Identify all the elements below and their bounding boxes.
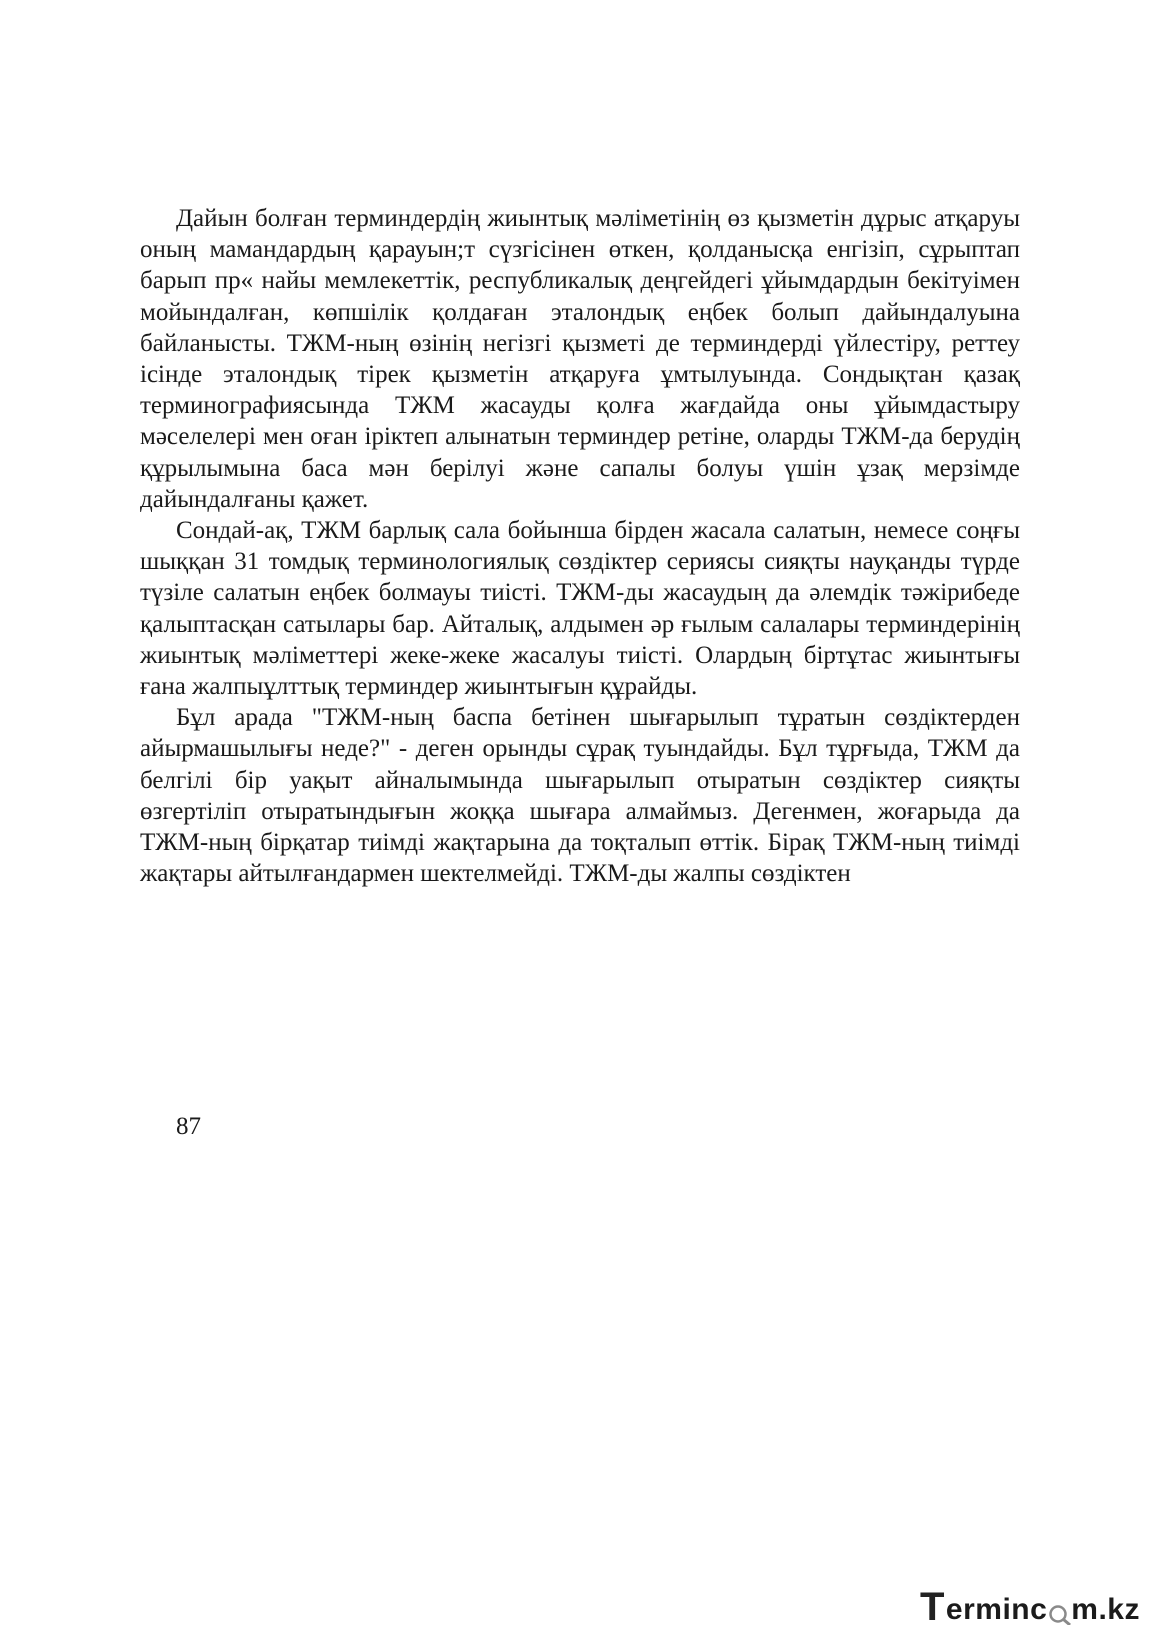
paragraph-1: Дайын болған терминдердің жиынтық мәліметінің өз қызметін дұрыс атқаруы оның мамандардың қарауын;т сүзгісінен өткен, қолданысқа енгізіп, сұрыптап барып пр« найы мемлекеттік, республикалық деңгейдегі ұйымдардын бекітуімен мойындалған, көпшілік қолдаған эталондық еңбек болып дайындалуына байланысты. ТЖМ-ның өзінің негізгі қызметі де терминдерді үйлестіру, реттеу ісінде эталондық тірек қызметін атқаруға ұмтылуында. Сондықтан қазақ терминографиясында ТЖМ жасауды қолға жағдайда оны ұйымдастыру мәселелері мен оған іріктеп алынатын терминдер ретіне, оларды ТЖМ-да берудің құрылымына баса мән берілуі және сапалы болуы үшін ұзақ мерзімде дайындалғаны қажет. [140,205,1020,513]
page-body [140,203,1020,889]
watermark-text-part-1: erminc [945,1593,1048,1626]
watermark-letter-t: T [919,1585,945,1629]
paragraph-2: Сондай-ақ, ТЖМ барлық сала бойынша бірден жасала салатын, немесе соңғы шыққан 31 томдық терминологиялық сөздіктер сериясы сияқты науқанды түрде түзіле салатын еңбек болмауы тиісті. ТЖМ-ды жасаудың да әлемдік тәжірибеде қалыптасқан сатылары бар. Айталық, алдымен әр ғылым салалары терминдерінің жиынтық мәліметтері жеке-жеке жасалуы тиісті. Олардың біртұтас жиынтығы ғана жалпыұлттық терминдер жиынтығын құрайды. [140,517,1020,701]
page-number: 87 [176,1113,201,1140]
watermark-text [946,1595,1140,1625]
paragraph-3: Бұл арада "ТЖМ-ның баспа бетінен шығарылып тұратын сөздіктерден айырмашылығы неде?" - деген орынды сұрақ туындайды. Бұл тұрғыда, ТЖМ да белгілі бір уақыт айналымында шығарылып отыратын сөздіктер сияқты өзгертіліп отыратындығын жоққа шығара алмаймыз. Дегенмен, жоғарыда да ТЖМ-ның бірқатар тиімді жақтарына да тоқталып өттік. Бірақ ТЖМ-ның тиімді жақтары айтылғандармен шектелмейді. ТЖМ-ды жалпы сөздіктен [140,704,1020,888]
magnifier-icon [1048,1595,1070,1625]
watermark-text-part-2: m.kz [1071,1593,1140,1626]
termincom-watermark [919,1585,1140,1629]
